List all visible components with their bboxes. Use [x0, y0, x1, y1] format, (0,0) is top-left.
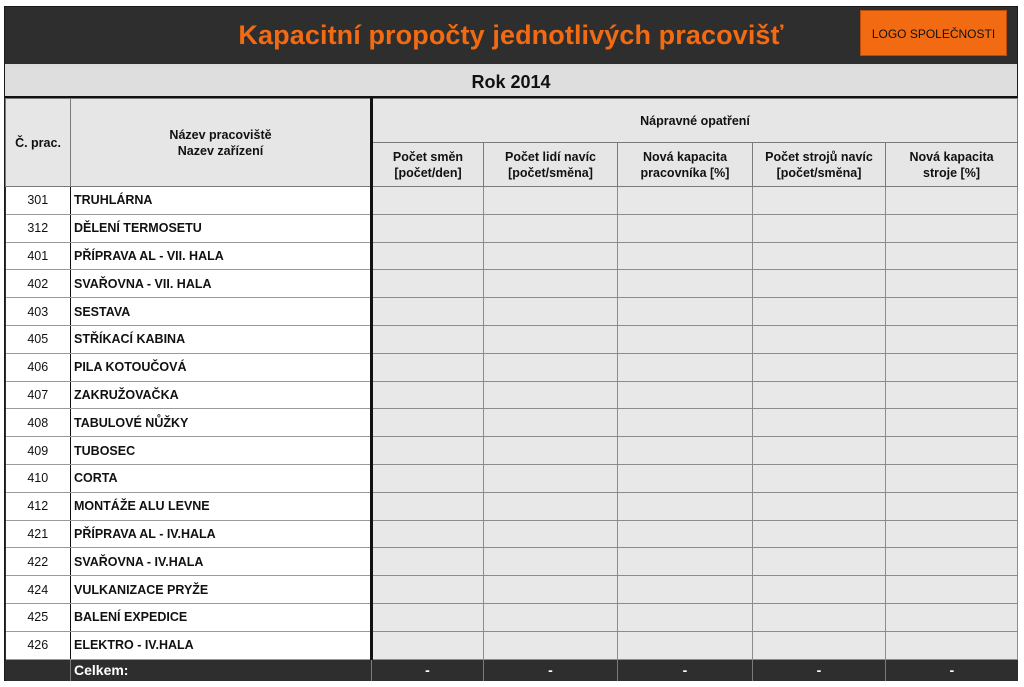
- header-sub-line2: pracovníka [%]: [640, 165, 730, 180]
- input-cell[interactable]: [753, 437, 886, 465]
- workplace-name-cell: TABULOVÉ NŮŽKY: [71, 409, 372, 437]
- input-cell[interactable]: [753, 603, 886, 631]
- header-sub-column: [372, 143, 484, 187]
- input-cell[interactable]: [753, 187, 886, 215]
- capacity-table: [5, 98, 1018, 681]
- input-cell[interactable]: [753, 353, 886, 381]
- input-cell[interactable]: [372, 325, 484, 353]
- input-cell[interactable]: [753, 214, 886, 242]
- input-cell[interactable]: [484, 381, 618, 409]
- title-bar: [5, 7, 1017, 63]
- input-cell[interactable]: [753, 325, 886, 353]
- workplace-number-cell: 426: [6, 631, 71, 659]
- input-cell[interactable]: [753, 464, 886, 492]
- header-sub-column: [753, 143, 886, 187]
- input-cell[interactable]: [753, 242, 886, 270]
- workplace-name-cell: MONTÁŽE ALU LEVNE: [71, 492, 372, 520]
- header-sub-line1: Počet směn: [392, 149, 464, 164]
- workplace-name-cell: PŘÍPRAVA AL - IV.HALA: [71, 520, 372, 548]
- input-cell[interactable]: [372, 298, 484, 326]
- table-row: [6, 409, 1018, 437]
- input-cell[interactable]: [886, 437, 1018, 465]
- input-cell[interactable]: [753, 270, 886, 298]
- input-cell[interactable]: [886, 325, 1018, 353]
- header-sub-line1: Nová kapacita: [909, 149, 994, 164]
- workplace-number-cell: 312: [6, 214, 71, 242]
- table-row: [6, 214, 1018, 242]
- header-sub-line1: Počet lidí navíc: [504, 149, 596, 164]
- workplace-name-cell: STŘÍKACÍ KABINA: [71, 325, 372, 353]
- total-value-cell: -: [886, 659, 1018, 681]
- input-cell[interactable]: [372, 353, 484, 381]
- input-cell[interactable]: [372, 520, 484, 548]
- total-value-cell: -: [372, 659, 484, 681]
- header-corrective-measures: Nápravné opatření: [372, 99, 1018, 143]
- header-sub-line2: [počet/den]: [394, 165, 462, 180]
- input-cell[interactable]: [484, 576, 618, 604]
- input-cell[interactable]: [618, 492, 753, 520]
- workplace-name-cell: BALENÍ EXPEDICE: [71, 603, 372, 631]
- table-row: [6, 520, 1018, 548]
- table-row: [6, 381, 1018, 409]
- input-cell[interactable]: [618, 548, 753, 576]
- header-name-line2: Nazev zařízení: [177, 143, 264, 158]
- input-cell[interactable]: [886, 214, 1018, 242]
- input-cell[interactable]: [484, 214, 618, 242]
- table-row: [6, 631, 1018, 659]
- input-cell[interactable]: [886, 603, 1018, 631]
- input-cell[interactable]: [484, 520, 618, 548]
- input-cell[interactable]: [886, 270, 1018, 298]
- total-value-cell: -: [484, 659, 618, 681]
- workplace-number-cell: 425: [6, 603, 71, 631]
- header-sub-line1: Počet strojů navíc: [765, 149, 873, 164]
- input-cell[interactable]: [372, 437, 484, 465]
- input-cell[interactable]: [753, 631, 886, 659]
- input-cell[interactable]: [484, 437, 618, 465]
- workplace-number-cell: 422: [6, 548, 71, 576]
- input-cell[interactable]: [484, 631, 618, 659]
- input-cell[interactable]: [372, 576, 484, 604]
- input-cell[interactable]: [372, 603, 484, 631]
- table-row: [6, 187, 1018, 215]
- header-name-line1: Název pracoviště: [169, 127, 272, 142]
- table-row: [6, 576, 1018, 604]
- input-cell[interactable]: [618, 242, 753, 270]
- table-row: [6, 603, 1018, 631]
- workplace-number-cell: 405: [6, 325, 71, 353]
- input-cell[interactable]: [372, 631, 484, 659]
- input-cell[interactable]: [618, 381, 753, 409]
- input-cell[interactable]: [618, 464, 753, 492]
- input-cell[interactable]: [753, 298, 886, 326]
- header-sub-line1: Nová kapacita: [642, 149, 728, 164]
- input-cell[interactable]: [484, 492, 618, 520]
- workplace-name-cell: CORTA: [71, 464, 372, 492]
- table-row: [6, 464, 1018, 492]
- input-cell[interactable]: [618, 214, 753, 242]
- header-sub-line2: [počet/směna]: [776, 165, 862, 180]
- company-logo-placeholder: LOGO SPOLEČNOSTI: [860, 10, 1007, 56]
- workplace-name-cell: ELEKTRO - IV.HALA: [71, 631, 372, 659]
- input-cell[interactable]: [753, 492, 886, 520]
- workplace-number-cell: 301: [6, 187, 71, 215]
- input-cell[interactable]: [618, 409, 753, 437]
- workplace-number-cell: 406: [6, 353, 71, 381]
- input-cell[interactable]: [372, 548, 484, 576]
- input-cell[interactable]: [484, 325, 618, 353]
- workplace-number-cell: 402: [6, 270, 71, 298]
- workplace-name-cell: TRUHLÁRNA: [71, 187, 372, 215]
- input-cell[interactable]: [886, 492, 1018, 520]
- input-cell[interactable]: [886, 631, 1018, 659]
- header-sub-line2: stroje [%]: [923, 165, 980, 180]
- workplace-number-cell: 424: [6, 576, 71, 604]
- header-sub-line2: [počet/směna]: [508, 165, 593, 180]
- input-cell[interactable]: [886, 464, 1018, 492]
- input-cell[interactable]: [618, 520, 753, 548]
- input-cell[interactable]: [618, 325, 753, 353]
- table-row: [6, 270, 1018, 298]
- input-cell[interactable]: [618, 270, 753, 298]
- header-workplace-number: Č. prac.: [6, 99, 71, 187]
- input-cell[interactable]: [886, 298, 1018, 326]
- input-cell[interactable]: [753, 520, 886, 548]
- input-cell[interactable]: [886, 409, 1018, 437]
- workplace-name-cell: TUBOSEC: [71, 437, 372, 465]
- table-row: [6, 325, 1018, 353]
- input-cell[interactable]: [886, 381, 1018, 409]
- input-cell[interactable]: [753, 548, 886, 576]
- table-row: [6, 437, 1018, 465]
- header-sub-column: [886, 143, 1018, 187]
- input-cell[interactable]: [618, 631, 753, 659]
- input-cell[interactable]: [484, 409, 618, 437]
- table-row: [6, 242, 1018, 270]
- input-cell[interactable]: [484, 464, 618, 492]
- total-value-cell: -: [618, 659, 753, 681]
- input-cell[interactable]: [886, 187, 1018, 215]
- table-row: [6, 492, 1018, 520]
- spreadsheet: [4, 6, 1018, 681]
- workplace-number-cell: 403: [6, 298, 71, 326]
- input-cell[interactable]: [484, 242, 618, 270]
- workplace-number-cell: 401: [6, 242, 71, 270]
- input-cell[interactable]: [618, 298, 753, 326]
- input-cell[interactable]: [886, 242, 1018, 270]
- page-title: Kapacitní propočty jednotlivých pracovišť: [238, 20, 784, 50]
- header-sub-column: [618, 143, 753, 187]
- workplace-number-cell: 408: [6, 409, 71, 437]
- input-cell[interactable]: [753, 409, 886, 437]
- workplace-name-cell: PŘÍPRAVA AL - VII. HALA: [71, 242, 372, 270]
- totals-label: Celkem:: [71, 659, 372, 681]
- input-cell[interactable]: [484, 548, 618, 576]
- input-cell[interactable]: [618, 353, 753, 381]
- input-cell[interactable]: [618, 576, 753, 604]
- workplace-number-cell: 410: [6, 464, 71, 492]
- input-cell[interactable]: [618, 437, 753, 465]
- input-cell[interactable]: [372, 464, 484, 492]
- workplace-number-cell: 409: [6, 437, 71, 465]
- total-value-cell: -: [753, 659, 886, 681]
- input-cell[interactable]: [886, 548, 1018, 576]
- workplace-number-cell: 412: [6, 492, 71, 520]
- workplace-name-cell: VULKANIZACE PRYŽE: [71, 576, 372, 604]
- table-row: [6, 298, 1018, 326]
- table-row: [6, 548, 1018, 576]
- input-cell[interactable]: [372, 381, 484, 409]
- workplace-name-cell: SESTAVA: [71, 298, 372, 326]
- workplace-number-cell: 407: [6, 381, 71, 409]
- input-cell[interactable]: [372, 242, 484, 270]
- input-cell[interactable]: [886, 520, 1018, 548]
- input-cell[interactable]: [886, 353, 1018, 381]
- header-sub-column: [484, 143, 618, 187]
- workplace-name-cell: SVAŘOVNA - IV.HALA: [71, 548, 372, 576]
- input-cell[interactable]: [372, 214, 484, 242]
- input-cell[interactable]: [886, 576, 1018, 604]
- input-cell[interactable]: [618, 603, 753, 631]
- input-cell[interactable]: [484, 298, 618, 326]
- workplace-number-cell: 421: [6, 520, 71, 548]
- input-cell[interactable]: [484, 270, 618, 298]
- workplace-name-cell: DĚLENÍ TERMOSETU: [71, 214, 372, 242]
- input-cell[interactable]: [484, 603, 618, 631]
- workplace-name-cell: SVAŘOVNA - VII. HALA: [71, 270, 372, 298]
- table-row: [6, 353, 1018, 381]
- input-cell[interactable]: [484, 353, 618, 381]
- input-cell[interactable]: [753, 381, 886, 409]
- input-cell[interactable]: [484, 187, 618, 215]
- input-cell[interactable]: [372, 492, 484, 520]
- totals-row: [6, 659, 1018, 681]
- header-workplace-name: [71, 99, 372, 187]
- workplace-name-cell: PILA KOTOUČOVÁ: [71, 353, 372, 381]
- input-cell[interactable]: [372, 187, 484, 215]
- input-cell[interactable]: [618, 187, 753, 215]
- year-header: Rok 2014: [5, 66, 1017, 98]
- input-cell[interactable]: [372, 270, 484, 298]
- input-cell[interactable]: [753, 576, 886, 604]
- workplace-name-cell: ZAKRUŽOVAČKA: [71, 381, 372, 409]
- input-cell[interactable]: [372, 409, 484, 437]
